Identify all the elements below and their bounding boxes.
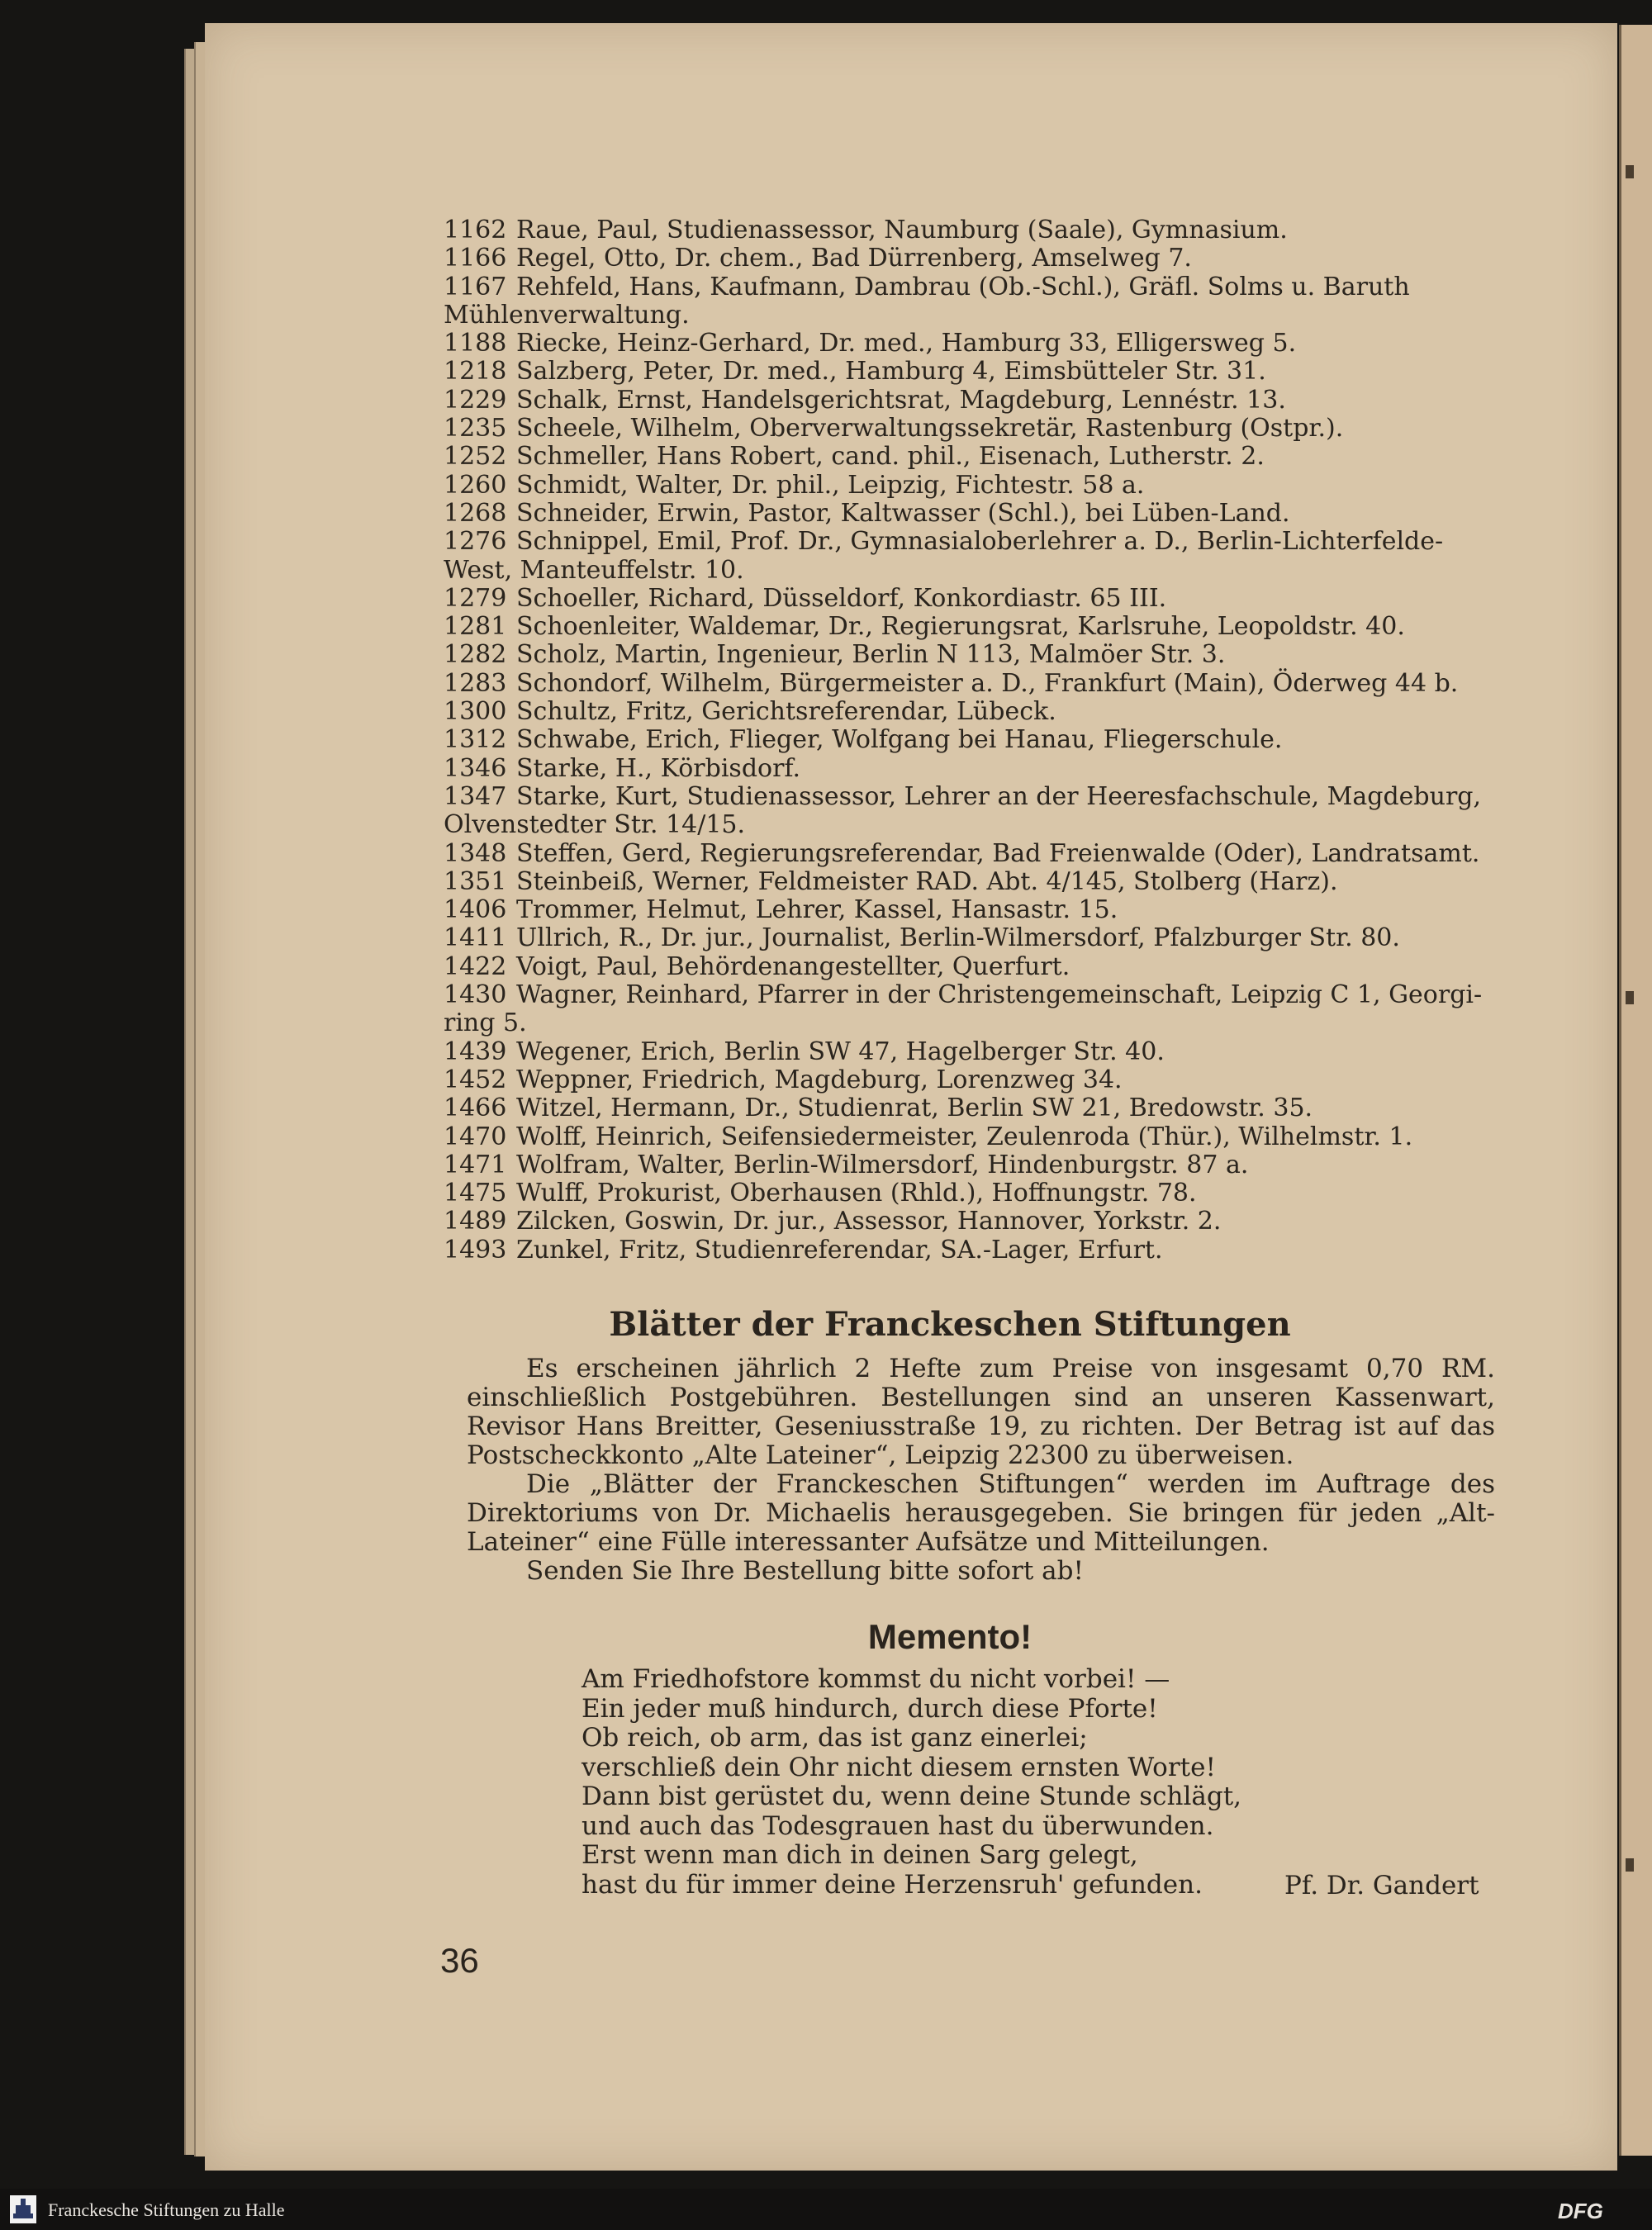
member-number: 1348	[444, 838, 507, 868]
poem-line: hast du für immer deine Herzensruh' gefunden.	[582, 1869, 1203, 1900]
member-details: Wagner, Reinhard, Pfarrer in der Christengemeinschaft, Leipzig C 1, Georgi-	[516, 980, 1483, 1010]
member-details: Witzel, Hermann, Dr., Studienrat, Berlin SW 21, Bredowstr. 35.	[516, 1094, 1313, 1123]
member-number: 1260	[444, 470, 507, 500]
list-item	[444, 216, 1517, 244]
member-number: 1489	[444, 1207, 507, 1236]
list-item	[444, 387, 1517, 415]
poem-line: verschließ dein Ohr nicht diesem ernsten Worte!	[582, 1752, 1216, 1782]
member-details: Schalk, Ernst, Handelsgerichtsrat, Magdeburg, Lennéstr. 13.	[516, 385, 1286, 415]
member-number: 1351	[444, 866, 507, 896]
list-item	[444, 1094, 1517, 1122]
list-item	[444, 670, 1517, 698]
list-item	[444, 244, 1517, 273]
member-details: Salzberg, Peter, Dr. med., Hamburg 4, Eimsbütteler Str. 31.	[516, 357, 1266, 387]
member-details: Regel, Otto, Dr. chem., Bad Dürrenberg, Amselweg 7.	[516, 244, 1192, 273]
list-item	[444, 1179, 1517, 1208]
member-number: 1188	[444, 329, 507, 358]
member-details: Olvenstedter Str. 14/15.	[444, 810, 746, 840]
member-details: Schultz, Fritz, Gerichtsreferendar, Lübeck.	[516, 697, 1056, 727]
member-details: Trommer, Helmut, Lehrer, Kassel, Hansastr. 15.	[516, 895, 1118, 925]
notice-body	[467, 1355, 1495, 1586]
dfg-logo: DFG	[1558, 2199, 1603, 2223]
member-number: 1470	[444, 1122, 507, 1151]
notice-paragraph: Senden Sie Ihre Bestellung bitte sofort ab!	[526, 1556, 1084, 1586]
member-details: Schoenleiter, Waldemar, Dr., Regierungsrat, Karlsruhe, Leopoldstr. 40.	[516, 612, 1405, 642]
list-item	[444, 755, 1517, 783]
member-number: 1281	[444, 612, 507, 642]
member-number: 1312	[444, 725, 507, 755]
list-item	[444, 273, 1517, 301]
list-item	[444, 330, 1517, 358]
list-item	[444, 1151, 1517, 1179]
notice-title: Blätter der Franckeschen Stiftungen	[609, 1305, 1291, 1344]
list-item	[444, 811, 1517, 839]
poem-line: Ein jeder muß hindurch, durch diese Pforte!	[582, 1693, 1158, 1724]
member-details: Weppner, Friedrich, Magdeburg, Lorenzweg 34.	[516, 1065, 1123, 1094]
member-number: 1406	[444, 895, 507, 925]
poem-author: Pf. Dr. Gandert	[1284, 1871, 1479, 1900]
member-number: 1475	[444, 1179, 507, 1208]
page-number: 36	[440, 1941, 479, 1980]
binding-thread	[1626, 165, 1634, 178]
member-number: 1167	[444, 272, 507, 301]
list-item	[444, 641, 1517, 669]
member-details: Mühlenverwaltung.	[444, 300, 690, 330]
member-number: 1430	[444, 980, 507, 1010]
footer-institution: Franckesche Stiftungen zu Halle	[48, 2199, 285, 2220]
member-details: Schoeller, Richard, Düsseldorf, Konkordiastr. 65 III.	[516, 583, 1167, 613]
list-item	[444, 443, 1517, 471]
member-details: Schmidt, Walter, Dr. phil., Leipzig, Fichtestr. 58 a.	[516, 470, 1145, 500]
list-item	[444, 585, 1517, 613]
list-item	[444, 896, 1517, 924]
member-details: Zilcken, Goswin, Dr. jur., Assessor, Hannover, Yorkstr. 2.	[516, 1207, 1222, 1236]
binding-thread	[1626, 1858, 1634, 1872]
member-details: ring 5.	[444, 1008, 527, 1038]
member-number: 1493	[444, 1235, 507, 1264]
facing-page-edge	[1619, 25, 1652, 2156]
member-number: 1471	[444, 1150, 507, 1179]
member-number: 1282	[444, 640, 507, 670]
poem-line: Am Friedhofstore kommst du nicht vorbei! —	[582, 1664, 1170, 1694]
member-details: Wolfram, Walter, Berlin-Wilmersdorf, Hindenburgstr. 87 a.	[516, 1150, 1249, 1179]
poem-line: Erst wenn man dich in deinen Sarg gelegt,	[582, 1840, 1138, 1870]
member-number: 1218	[444, 357, 507, 387]
member-details: Voigt, Paul, Behördenangestellter, Querfurt.	[516, 951, 1070, 981]
member-number: 1166	[444, 244, 507, 273]
member-number: 1439	[444, 1037, 507, 1066]
member-address-list	[444, 216, 1517, 1264]
member-details: Schmeller, Hans Robert, cand. phil., Eisenach, Lutherstr. 2.	[516, 442, 1265, 472]
member-details: Wolff, Heinrich, Seifensiedermeister, Zeulenroda (Thür.), Wilhelmstr. 1.	[516, 1122, 1413, 1151]
poem-line: und auch das Todesgrauen hast du überwunden.	[582, 1810, 1214, 1841]
member-details: Schnippel, Emil, Prof. Dr., Gymnasialoberlehrer a. D., Berlin-Lichterfelde-	[516, 527, 1444, 557]
member-details: Schwabe, Erich, Flieger, Wolfgang bei Hanau, Fliegerschule.	[516, 725, 1283, 755]
list-item	[444, 1123, 1517, 1151]
list-item	[444, 613, 1517, 641]
list-item	[444, 698, 1517, 726]
list-item	[444, 981, 1517, 1009]
member-details: Wegener, Erich, Berlin SW 47, Hagelberger Str. 40.	[516, 1037, 1165, 1066]
member-number: 1283	[444, 668, 507, 698]
member-details: Steffen, Gerd, Regierungsreferendar, Bad Freienwalde (Oder), Landratsamt.	[516, 838, 1480, 868]
poem-body	[582, 1665, 1490, 1900]
member-number: 1235	[444, 414, 507, 444]
member-number: 1300	[444, 697, 507, 727]
member-number: 1466	[444, 1094, 507, 1123]
poem-line: Ob reich, ob arm, das ist ganz einerlei;	[582, 1723, 1088, 1753]
member-details: Rehfeld, Hans, Kaufmann, Dambrau (Ob.-Schl.), Gräfl. Solms u. Baruth	[516, 272, 1410, 301]
member-number: 1279	[444, 583, 507, 613]
list-item	[444, 528, 1517, 556]
list-item	[444, 1236, 1517, 1264]
member-details: Steinbeiß, Werner, Feldmeister RAD. Abt. 4/145, Stolberg (Harz).	[516, 866, 1338, 896]
list-item	[444, 1066, 1517, 1094]
member-number: 1346	[444, 753, 507, 783]
list-item	[444, 301, 1517, 330]
list-item	[444, 953, 1517, 981]
member-number: 1162	[444, 216, 507, 244]
list-item	[444, 868, 1517, 896]
member-number: 1229	[444, 385, 507, 415]
member-details: Schondorf, Wilhelm, Bürgermeister a. D., Frankfurt (Main), Öderweg 44 b.	[516, 668, 1459, 698]
member-details: Starke, H., Körbisdorf.	[516, 753, 800, 783]
poem-line: Dann bist gerüstet du, wenn deine Stunde schlägt,	[582, 1782, 1242, 1811]
member-number: 1411	[444, 923, 507, 953]
list-item	[444, 415, 1517, 443]
list-item	[444, 924, 1517, 952]
member-number: 1276	[444, 527, 507, 557]
list-item	[444, 472, 1517, 500]
member-details: Scheele, Wilhelm, Oberverwaltungssekretär, Rastenburg (Ostpr.).	[516, 414, 1344, 444]
member-details: Ullrich, R., Dr. jur., Journalist, Berlin-Wilmersdorf, Pfalzburger Str. 80.	[516, 923, 1400, 953]
list-item	[444, 726, 1517, 754]
list-item	[444, 1208, 1517, 1236]
member-details: Schneider, Erwin, Pastor, Kaltwasser (Schl.), bei Lüben-Land.	[516, 498, 1290, 528]
member-number: 1452	[444, 1065, 507, 1094]
list-item	[444, 557, 1517, 585]
list-item	[444, 1009, 1517, 1037]
member-details: West, Manteuffelstr. 10.	[444, 555, 744, 585]
member-details: Wulff, Prokurist, Oberhausen (Rhld.), Hoffnungstr. 78.	[516, 1179, 1197, 1208]
poem-title: Memento!	[867, 1617, 1032, 1656]
member-details: Scholz, Martin, Ingenieur, Berlin N 113, Malmöer Str. 3.	[516, 640, 1226, 670]
member-number: 1252	[444, 442, 507, 472]
list-item	[444, 358, 1517, 386]
list-item	[444, 783, 1517, 811]
notice-paragraph: Die „Blätter der Franckeschen Stiftungen“ werden im Auftrage des Direktoriums von Dr. Michaelis herausgegeben. Sie bringen für jeden „Alt-Lateiner“ eine Fülle interessanter Aufsätze und Mitteilungen.	[467, 1469, 1495, 1557]
institution-logo-icon	[10, 2195, 36, 2223]
member-number: 1268	[444, 498, 507, 528]
member-number: 1422	[444, 951, 507, 981]
member-details: Riecke, Heinz-Gerhard, Dr. med., Hamburg 33, Elligersweg 5.	[516, 329, 1297, 358]
notice-paragraph: Es erscheinen jährlich 2 Hefte zum Preise von insgesamt 0,70 RM. einschließlich Postgebühren. Bestellungen sind an unseren Kassenwart, Revisor Hans Breitter, Geseniusstraße 19, zu richten. Der Betrag ist auf das Postscheckkonto „Alte Lateiner“, Leipzig 22300 zu überweisen.	[467, 1354, 1495, 1470]
list-item	[444, 1038, 1517, 1066]
binding-thread	[1626, 991, 1634, 1004]
member-number: 1347	[444, 781, 507, 811]
member-details: Raue, Paul, Studienassessor, Naumburg (Saale), Gymnasium.	[516, 216, 1288, 244]
list-item	[444, 500, 1517, 528]
member-details: Starke, Kurt, Studienassessor, Lehrer an der Heeresfachschule, Magdeburg,	[516, 781, 1482, 811]
list-item	[444, 840, 1517, 868]
member-details: Zunkel, Fritz, Studienreferendar, SA.-Lager, Erfurt.	[516, 1235, 1163, 1264]
